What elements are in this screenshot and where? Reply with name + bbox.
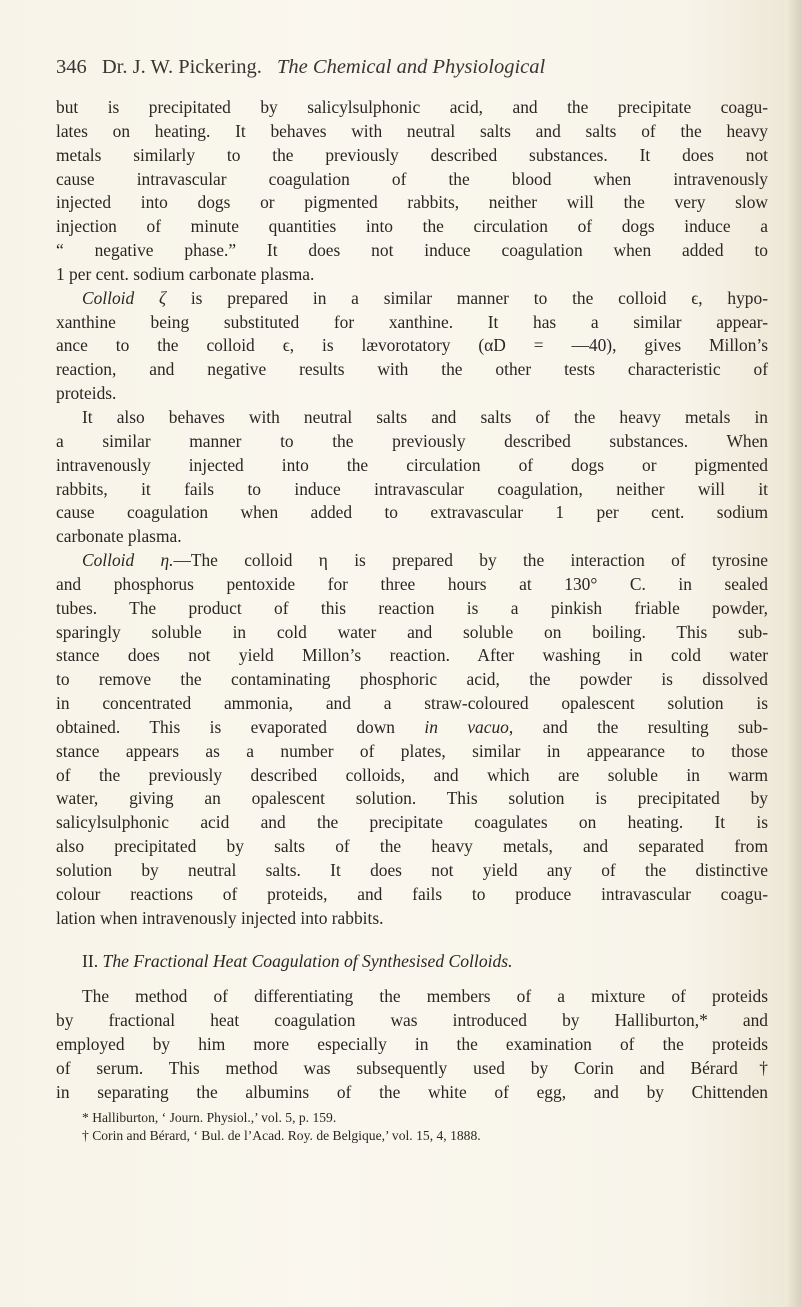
paragraph-continued [56,96,768,287]
text-line: 1 per cent. sodium carbonate plasma. [56,263,315,284]
footnote-corin-berard: † Corin and Bérard, ‘ Bul. de l’Acad. Roy. de Belgique,’ vol. 15, 4, 1888. [82,1128,481,1144]
section-title: The Fractional Heat Coagulation of Synthesised Colloids. [102,950,513,971]
body-text [56,96,768,1146]
text-line: but is precipitated by salicylsulphonic acid, and the precipitate coagu- [56,97,768,117]
running-head-author: Dr. J. W. Pickering. [101,56,262,78]
text-line: salicylsulphonic acid and the precipitate coagulates on heating. It is [56,812,768,833]
text-span: is prepared in a similar manner to the colloid ϵ, hypo- [166,287,768,308]
colloid-eta-label: Colloid η. [82,550,174,571]
text-line: The method of differentiating the members of a mixture of proteids [82,986,768,1007]
text-line: stance does not yield Millon’s reaction. After washing in cold water [56,645,768,666]
footnote-halliburton: * Halliburton, ‘ Journ. Physiol.,’ vol. 5, p. 159. [82,1109,337,1125]
text-span: —The colloid η is prepared by the interaction of tyrosine [173,550,768,571]
text-line: in concentrated ammonia, and a straw-coloured opalescent solution is [56,693,768,714]
text-line: sparingly soluble in cold water and soluble on boiling. This sub- [56,621,768,642]
text-line: rabbits, it fails to induce intravascular coagulation, neither will it [56,478,768,499]
page-edge-shadow [787,0,801,1307]
text-line: reaction, and negative results with the other tests characteristic of [56,359,768,380]
text-line: also precipitated by salts of the heavy metals, and separated from [56,836,768,857]
text-line [56,287,768,311]
text-line: water, giving an opalescent solution. This solution is precipitated by [56,788,768,809]
paragraph-colloid-eta [56,549,768,931]
text-line: intravenously injected into the circulation of dogs or pigmented [56,454,768,475]
running-head [56,56,545,79]
paragraph-fractional-method [56,985,768,1104]
text-line: metals similarly to the previously described substances. It does not [56,144,768,165]
section-heading [56,950,768,974]
text-line: lates on heating. It behaves with neutral salts and salts of the heavy [56,120,768,141]
text-line [56,716,768,740]
text-line: tubes. The product of this reaction is a pinkish friable powder, [56,597,768,618]
running-head-title: The Chemical and Physiological [277,56,546,78]
text-line: xanthine being substituted for xanthine. It has a similar appear- [56,311,768,332]
text-line: lation when intravenously injected into rabbits. [56,907,384,928]
paragraph-neutral-salts [56,406,768,549]
text-line: cause intravascular coagulation of the blood when intravenously [56,168,768,189]
text-line: in separating the albumins of the white of egg, and by Chittenden [56,1081,768,1102]
colloid-zeta-label: Colloid ζ [82,287,167,308]
page-number: 346 [56,56,87,78]
text-line: of serum. This method was subsequently used by Corin and Bérard† [56,1057,768,1078]
text-line: injection of minute quantities into the circulation of dogs induce a [56,216,768,237]
text-line [56,549,768,573]
text-line: solution by neutral salts. It does not yield any of the distinctive [56,860,768,880]
footnotes [56,1109,768,1146]
text-line: employed by him more especially in the examination of the proteids [56,1034,768,1055]
text-line: stance appears as a number of plates, similar in appearance to those [56,740,768,761]
text-line: “ negative phase.” It does not induce coagulation when added to [56,240,768,261]
text-line: ance to the colloid ϵ, is lævorotatory (αD = —40), gives Millon’s [56,335,768,356]
text-line: carbonate plasma. [56,526,182,547]
text-span: , and the resulting sub- [508,716,768,737]
in-vacuo-italic: in vacuo [424,716,509,737]
paragraph-colloid-zeta [56,287,768,406]
text-line: cause coagulation when added to extravascular 1 per cent. sodium [56,502,768,523]
text-line: and phosphorus pentoxide for three hours at 130° C. in sealed [56,573,768,594]
section-number: II. [82,950,99,971]
text-line: a similar manner to the previously described substances. When [56,430,768,451]
text-line: It also behaves with neutral salts and salts of the heavy metals in [82,406,768,427]
text-line: proteids. [56,383,117,404]
text-span: obtained. This is evaporated down [56,716,425,737]
text-line: by fractional heat coagulation was introduced by Halliburton,* and [56,1010,768,1031]
text-line: of the previously described colloids, and which are soluble in warm [56,764,768,785]
text-line: to remove the contaminating phosphoric acid, the powder is dissolved [56,669,768,690]
text-line: injected into dogs or pigmented rabbits, neither will the very slow [56,192,768,213]
text-line: colour reactions of proteids, and fails to produce intravascular coagu- [56,883,768,904]
